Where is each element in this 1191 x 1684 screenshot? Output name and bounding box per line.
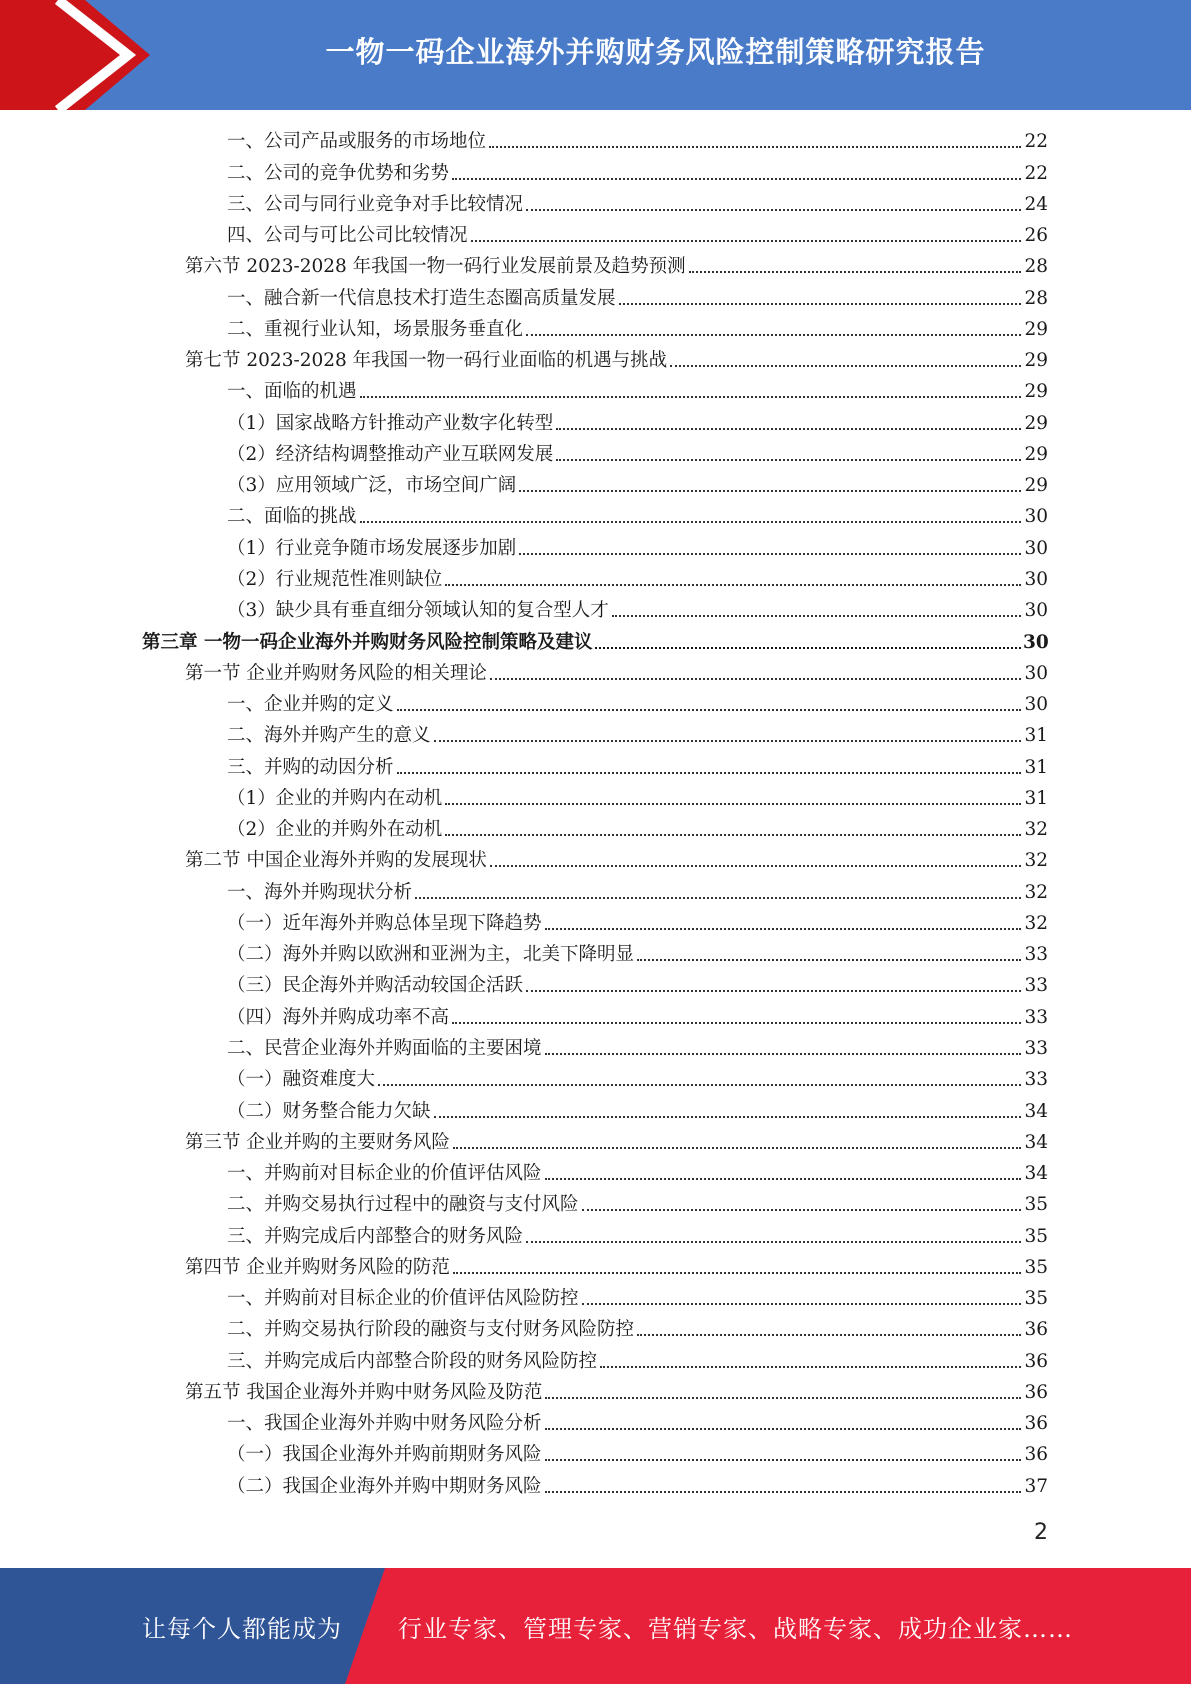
toc-entry-page: 33 xyxy=(1024,975,1048,997)
toc-entry-title: （二）财务整合能力欠缺 xyxy=(227,1100,431,1122)
toc-entry-page: 28 xyxy=(1024,287,1048,309)
toc-entry-page: 30 xyxy=(1023,631,1049,653)
dot-leader xyxy=(453,1146,1021,1149)
toc-entry-title: 一、面临的机遇 xyxy=(227,381,357,403)
toc-entry[interactable] xyxy=(0,752,1191,783)
toc-entry-title: （二）我国企业海外并购中期财务风险 xyxy=(227,1475,542,1497)
toc-entry-page: 36 xyxy=(1024,1413,1048,1435)
toc-entry[interactable] xyxy=(0,909,1191,940)
toc-entry-page: 30 xyxy=(1024,600,1048,622)
toc-entry[interactable] xyxy=(0,1221,1191,1252)
toc-entry-title: （3）缺少具有垂直细分领域认知的复合型人才 xyxy=(227,600,609,622)
toc-entry-title: 三、公司与同行业竞争对手比较情况 xyxy=(227,193,524,215)
toc-entry-page: 36 xyxy=(1024,1444,1048,1466)
toc-entry-title: （三）民企海外并购活动较国企活跃 xyxy=(227,975,524,997)
header-banner xyxy=(0,0,1191,110)
dot-leader xyxy=(489,145,1021,148)
toc-entry[interactable] xyxy=(0,471,1191,502)
toc-entry-title: 三、并购完成后内部整合阶段的财务风险防控 xyxy=(227,1350,598,1372)
toc-entry-title: 第一节 企业并购财务风险的相关理论 xyxy=(185,662,487,684)
toc-entry-title: 三、并购的动因分析 xyxy=(227,756,394,778)
toc-entry-page: 36 xyxy=(1024,1381,1048,1403)
toc-entry-page: 35 xyxy=(1024,1194,1048,1216)
toc-entry-title: 二、面临的挑战 xyxy=(227,506,357,528)
toc-entry[interactable] xyxy=(0,533,1191,564)
dot-leader xyxy=(490,864,1021,867)
toc-entry-page: 29 xyxy=(1024,475,1048,497)
toc-entry-page: 31 xyxy=(1024,756,1048,778)
toc-entry-title: （二）海外并购以欧洲和亚洲为主，北美下降明显 xyxy=(227,944,635,966)
dot-leader xyxy=(545,1396,1021,1399)
toc-entry-page: 34 xyxy=(1024,1163,1048,1185)
dot-leader xyxy=(445,583,1021,586)
toc-entry-page: 33 xyxy=(1024,1006,1048,1028)
dot-leader xyxy=(526,1240,1021,1243)
toc-entry-title: 第五节 我国企业海外并购中财务风险及防范 xyxy=(185,1381,543,1403)
toc-entry-title: （2）经济结构调整推动产业互联网发展 xyxy=(227,443,554,465)
dot-leader xyxy=(434,1115,1021,1118)
toc-entry[interactable] xyxy=(0,1253,1191,1284)
toc-entry-title: 二、重视行业认知，场景服务垂直化 xyxy=(227,318,524,340)
toc-entry[interactable] xyxy=(0,1065,1191,1096)
toc-entry-page: 35 xyxy=(1024,1256,1048,1278)
toc-entry[interactable] xyxy=(0,1378,1191,1409)
dot-leader xyxy=(434,739,1021,742)
toc-entry[interactable] xyxy=(0,127,1191,158)
toc-entry[interactable] xyxy=(0,252,1191,283)
toc-entry[interactable] xyxy=(0,1315,1191,1346)
toc-entry-page: 28 xyxy=(1024,256,1048,278)
toc-entry-page: 22 xyxy=(1024,131,1048,153)
toc-entry[interactable] xyxy=(0,1284,1191,1315)
toc-entry-page: 29 xyxy=(1024,381,1048,403)
dot-leader xyxy=(519,552,1021,555)
toc-entry-title: （一）融资难度大 xyxy=(227,1069,376,1091)
dot-leader xyxy=(556,458,1021,461)
toc-entry-page: 31 xyxy=(1024,725,1048,747)
dot-leader xyxy=(526,208,1021,211)
toc-entry[interactable] xyxy=(0,1409,1191,1440)
toc-entry-page: 32 xyxy=(1024,881,1048,903)
toc-entry-title: 第六节 2023-2028 年我国一物一码行业发展前景及趋势预测 xyxy=(185,256,686,278)
toc-entry-page: 30 xyxy=(1024,662,1048,684)
toc-entry-title: （1）企业的并购内在动机 xyxy=(227,787,443,809)
dot-leader xyxy=(637,1333,1021,1336)
toc-entry-title: （四）海外并购成功率不高 xyxy=(227,1006,450,1028)
toc-entry-title: 一、我国企业海外并购中财务风险分析 xyxy=(227,1413,542,1435)
toc-entry-page: 26 xyxy=(1024,225,1048,247)
dot-leader xyxy=(360,395,1021,398)
toc-entry[interactable] xyxy=(0,596,1191,627)
toc-entry[interactable] xyxy=(0,221,1191,252)
toc-entry-page: 36 xyxy=(1024,1350,1048,1372)
toc-entry-page: 32 xyxy=(1024,819,1048,841)
toc-entry-title: 第二节 中国企业海外并购的发展现状 xyxy=(185,850,487,872)
toc-entry-page: 29 xyxy=(1024,443,1048,465)
dot-leader xyxy=(582,1208,1021,1211)
dot-leader xyxy=(545,1052,1021,1055)
dot-leader xyxy=(545,1490,1021,1493)
toc-entry-page: 34 xyxy=(1024,1131,1048,1153)
dot-leader xyxy=(397,708,1021,711)
dot-leader xyxy=(453,1271,1021,1274)
dot-leader xyxy=(526,989,1021,992)
toc-entry[interactable] xyxy=(0,1096,1191,1127)
dot-leader xyxy=(378,1083,1021,1086)
toc-entry-title: 一、海外并购现状分析 xyxy=(227,881,413,903)
dot-leader xyxy=(545,1177,1021,1180)
dot-leader xyxy=(689,270,1021,273)
dot-leader xyxy=(526,333,1021,336)
dot-leader xyxy=(452,1021,1021,1024)
toc-entry-title: （1）国家战略方针推动产业数字化转型 xyxy=(227,412,554,434)
toc-entry[interactable] xyxy=(0,377,1191,408)
toc-entry-page: 34 xyxy=(1024,1100,1048,1122)
dot-leader xyxy=(360,520,1021,523)
toc-entry-title: 第四节 企业并购财务风险的防范 xyxy=(185,1256,450,1278)
toc-entry[interactable] xyxy=(0,1002,1191,1033)
dot-leader xyxy=(582,1302,1021,1305)
toc-entry[interactable] xyxy=(0,158,1191,189)
toc-entry-page: 33 xyxy=(1024,1037,1048,1059)
toc-entry[interactable] xyxy=(0,315,1191,346)
toc-entry[interactable] xyxy=(0,627,1191,658)
dot-leader xyxy=(397,771,1021,774)
toc-entry[interactable] xyxy=(0,565,1191,596)
toc-entry[interactable] xyxy=(0,1346,1191,1377)
dot-leader xyxy=(595,646,1021,649)
toc-entry[interactable] xyxy=(0,784,1191,815)
toc-entry[interactable] xyxy=(0,659,1191,690)
toc-entry-title: 一、并购前对目标企业的价值评估风险 xyxy=(227,1163,542,1185)
toc-entry-title: （一）近年海外并购总体呈现下降趋势 xyxy=(227,912,542,934)
toc-entry-page: 30 xyxy=(1024,694,1048,716)
toc-entry[interactable] xyxy=(0,1159,1191,1190)
toc-entry-title: 一、公司产品或服务的市场地位 xyxy=(227,131,487,153)
toc-entry-page: 35 xyxy=(1024,1288,1048,1310)
dot-leader xyxy=(600,1365,1021,1368)
toc-entry-page: 30 xyxy=(1024,506,1048,528)
toc-entry[interactable] xyxy=(0,1128,1191,1159)
dot-leader xyxy=(490,677,1021,680)
toc-entry-title: 二、并购交易执行阶段的融资与支付财务风险防控 xyxy=(227,1319,635,1341)
dot-leader xyxy=(445,802,1021,805)
table-of-contents xyxy=(0,127,1191,1503)
toc-entry-page: 29 xyxy=(1024,350,1048,372)
dot-leader xyxy=(670,364,1021,367)
report-title: 一物一码企业海外并购财务风险控制策略研究报告 xyxy=(325,34,986,69)
dot-leader xyxy=(545,927,1021,930)
toc-entry-page: 30 xyxy=(1024,568,1048,590)
toc-entry-title: 一、企业并购的定义 xyxy=(227,694,394,716)
toc-entry[interactable] xyxy=(0,346,1191,377)
dot-leader xyxy=(415,896,1021,899)
toc-entry-title: （一）我国企业海外并购前期财务风险 xyxy=(227,1444,542,1466)
toc-entry-page: 30 xyxy=(1024,537,1048,559)
toc-entry-title: 二、民营企业海外并购面临的主要困境 xyxy=(227,1037,542,1059)
toc-entry-page: 37 xyxy=(1024,1475,1048,1497)
toc-entry-page: 33 xyxy=(1024,1069,1048,1091)
dot-leader xyxy=(452,177,1021,180)
dot-leader xyxy=(637,958,1021,961)
toc-entry[interactable] xyxy=(0,502,1191,533)
toc-entry-title: 二、海外并购产生的意义 xyxy=(227,725,431,747)
toc-entry-page: 29 xyxy=(1024,318,1048,340)
dot-leader xyxy=(471,239,1021,242)
toc-entry[interactable] xyxy=(0,721,1191,752)
toc-entry-page: 32 xyxy=(1024,850,1048,872)
footer-slogan-right: 行业专家、管理专家、营销专家、战略专家、成功企业家…… xyxy=(398,1614,1073,1643)
toc-entry[interactable] xyxy=(0,1034,1191,1065)
toc-entry-title: （2）企业的并购外在动机 xyxy=(227,819,443,841)
toc-entry[interactable] xyxy=(0,815,1191,846)
toc-entry-page: 35 xyxy=(1024,1225,1048,1247)
toc-entry-page: 31 xyxy=(1024,787,1048,809)
toc-entry-title: 四、公司与可比公司比较情况 xyxy=(227,225,468,247)
toc-entry-title: 三、并购完成后内部整合的财务风险 xyxy=(227,1225,524,1247)
toc-entry[interactable] xyxy=(0,940,1191,971)
red-arrow-icon xyxy=(0,0,160,110)
toc-entry-page: 33 xyxy=(1024,944,1048,966)
toc-entry-title: （1）行业竞争随市场发展逐步加剧 xyxy=(227,537,517,559)
toc-entry-page: 24 xyxy=(1024,193,1048,215)
footer-slogan-left: 让每个人都能成为 xyxy=(142,1614,342,1643)
toc-entry[interactable] xyxy=(0,1190,1191,1221)
toc-entry-title: 第三章 一物一码企业海外并购财务风险控制策略及建议 xyxy=(142,631,593,653)
toc-entry-page: 29 xyxy=(1024,412,1048,434)
toc-entry-page: 32 xyxy=(1024,912,1048,934)
toc-entry[interactable] xyxy=(0,971,1191,1002)
toc-entry[interactable] xyxy=(0,1471,1191,1502)
page-number: 2 xyxy=(1034,1520,1048,1545)
toc-entry[interactable] xyxy=(0,408,1191,439)
toc-entry-title: 二、公司的竞争优势和劣势 xyxy=(227,162,450,184)
toc-entry[interactable] xyxy=(0,440,1191,471)
toc-entry[interactable] xyxy=(0,1440,1191,1471)
footer-banner xyxy=(0,1568,1191,1684)
toc-entry[interactable] xyxy=(0,846,1191,877)
dot-leader xyxy=(519,489,1021,492)
toc-entry[interactable] xyxy=(0,283,1191,314)
dot-leader xyxy=(619,302,1021,305)
toc-entry[interactable] xyxy=(0,690,1191,721)
dot-leader xyxy=(545,1458,1021,1461)
toc-entry[interactable] xyxy=(0,190,1191,221)
dot-leader xyxy=(545,1427,1021,1430)
toc-entry-title: （2）行业规范性准则缺位 xyxy=(227,568,443,590)
toc-entry-title: 第三节 企业并购的主要财务风险 xyxy=(185,1131,450,1153)
dot-leader xyxy=(445,833,1021,836)
dot-leader xyxy=(612,614,1021,617)
dot-leader xyxy=(556,427,1021,430)
toc-entry-title: 一、融合新一代信息技术打造生态圈高质量发展 xyxy=(227,287,616,309)
toc-entry-title: 第七节 2023-2028 年我国一物一码行业面临的机遇与挑战 xyxy=(185,350,668,372)
toc-entry-page: 22 xyxy=(1024,162,1048,184)
toc-entry-page: 36 xyxy=(1024,1319,1048,1341)
toc-entry[interactable] xyxy=(0,877,1191,908)
toc-entry-title: （3）应用领域广泛，市场空间广阔 xyxy=(227,475,517,497)
toc-entry-title: 一、并购前对目标企业的价值评估风险防控 xyxy=(227,1288,579,1310)
toc-entry-title: 二、并购交易执行过程中的融资与支付风险 xyxy=(227,1194,579,1216)
